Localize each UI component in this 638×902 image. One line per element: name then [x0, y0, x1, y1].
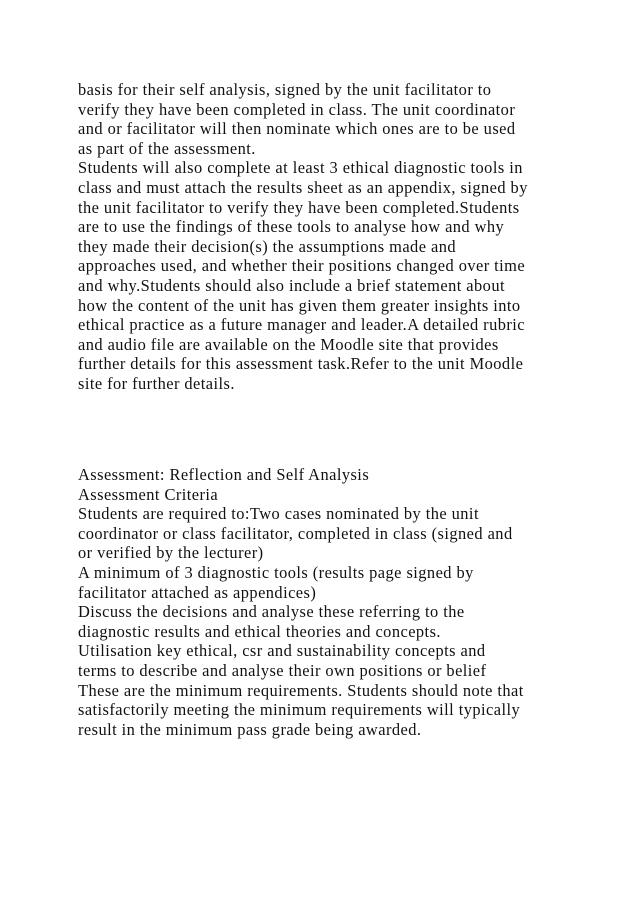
- text-line: facilitator attached as appendices): [78, 582, 317, 602]
- text-line: Discuss the decisions and analyse these referring to the: [78, 602, 465, 622]
- assessment-criteria-section: [78, 465, 618, 739]
- text-line: A minimum of 3 diagnostic tools (results page signed by: [78, 562, 474, 582]
- text-line: site for further details.: [78, 373, 235, 393]
- text-line: the unit facilitator to verify they have been completed.Students: [78, 197, 520, 217]
- text-line: result in the minimum pass grade being awarded.: [78, 719, 422, 739]
- text-line: coordinator or class facilitator, completed in class (signed and: [78, 523, 513, 543]
- text-line: diagnostic results and ethical theories and concepts.: [78, 621, 441, 641]
- text-line: Students will also complete at least 3 ethical diagnostic tools in: [78, 158, 523, 178]
- section-heading: Assessment: Reflection and Self Analysis: [78, 465, 370, 484]
- text-line: and audio file are available on the Moodle site that provides: [78, 334, 499, 354]
- text-line: approaches used, and whether their positions changed over time: [78, 256, 526, 276]
- text-line: Students are required to:Two cases nominated by the unit: [78, 504, 479, 524]
- text-line: further details for this assessment task.Refer to the unit Moodle: [78, 354, 524, 374]
- text-line: and or facilitator will then nominate which ones are to be used: [78, 119, 516, 139]
- text-line: or verified by the lecturer): [78, 543, 264, 563]
- text-line: Utilisation key ethical, csr and sustainability concepts and: [78, 641, 486, 661]
- text-line: class and must attach the results sheet as an appendix, signed by: [78, 177, 528, 197]
- subsection-heading: Assessment Criteria: [78, 484, 219, 504]
- text-line: how the content of the unit has given them greater insights into: [78, 295, 521, 315]
- text-line: ethical practice as a future manager and leader.A detailed rubric: [78, 315, 525, 335]
- text-line: terms to describe and analyse their own positions or belief: [78, 660, 487, 680]
- text-line: These are the minimum requirements. Students should note that: [78, 680, 524, 700]
- text-line: satisfactorily meeting the minimum requirements will typically: [78, 700, 521, 720]
- text-line: as part of the assessment.: [78, 138, 256, 158]
- assessment-instructions-paragraph: [78, 80, 618, 394]
- text-line: and why.Students should also include a brief statement about: [78, 275, 505, 295]
- text-line: basis for their self analysis, signed by the unit facilitator to: [78, 80, 492, 99]
- text-line: they made their decision(s) the assumptions made and: [78, 236, 456, 256]
- text-line: are to use the findings of these tools to analyse how and why: [78, 217, 505, 237]
- text-line: verify they have been completed in class. The unit coordinator: [78, 99, 516, 119]
